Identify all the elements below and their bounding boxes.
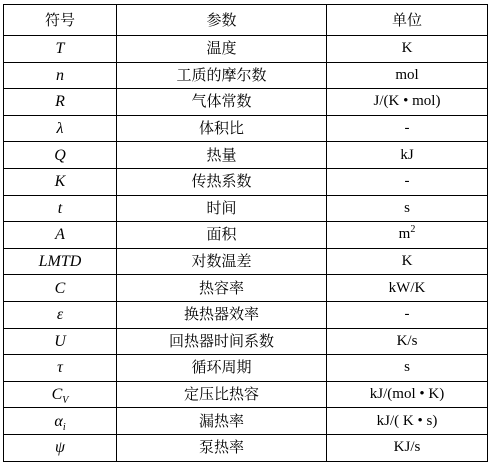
symbol-subscript: i	[62, 421, 66, 433]
table-row	[4, 381, 488, 408]
symbol-cell: ψ	[4, 434, 117, 461]
unit-cell: kJ/( K • s)	[327, 408, 488, 435]
parameter-cell: 对数温差	[117, 248, 327, 275]
parameter-cell: 体积比	[117, 115, 327, 142]
symbol-cell: T	[4, 36, 117, 63]
unit-cell: K	[327, 248, 488, 275]
symbol-cell: τ	[4, 355, 117, 382]
unit-cell: kJ/(mol • K)	[327, 381, 488, 408]
symbol-cell: λ	[4, 115, 117, 142]
header-symbol: 符号	[4, 5, 117, 36]
parameter-cell: 热容率	[117, 275, 327, 302]
table-row	[4, 62, 488, 89]
symbol-cell: K	[4, 168, 117, 195]
symbol-subscript: V	[62, 395, 69, 407]
table-header-row	[4, 5, 488, 36]
symbol-base: C	[51, 386, 63, 404]
table-row	[4, 222, 488, 249]
parameter-cell: 定压比热容	[117, 381, 327, 408]
table-row	[4, 408, 488, 435]
parameter-cell: 传热系数	[117, 168, 327, 195]
symbol-cell	[4, 381, 117, 408]
symbol-cell	[4, 408, 117, 435]
parameter-cell: 气体常数	[117, 89, 327, 116]
table-row	[4, 36, 488, 63]
unit-cell: -	[327, 301, 488, 328]
symbol-cell: n	[4, 62, 117, 89]
table-row	[4, 248, 488, 275]
table-row	[4, 89, 488, 116]
symbol-cell: A	[4, 222, 117, 249]
parameter-cell: 回热器时间系数	[117, 328, 327, 355]
unit-cell	[327, 222, 488, 249]
unit-cell: KJ/s	[327, 434, 488, 461]
table-row	[4, 195, 488, 222]
unit-cell: kW/K	[327, 275, 488, 302]
parameter-cell: 面积	[117, 222, 327, 249]
parameter-cell: 工质的摩尔数	[117, 62, 327, 89]
symbol-base: α	[54, 412, 63, 430]
table-row	[4, 142, 488, 169]
parameter-cell: 热量	[117, 142, 327, 169]
unit-cell: -	[327, 168, 488, 195]
unit-superscript: 2	[410, 224, 416, 236]
unit-cell: kJ	[327, 142, 488, 169]
table-row	[4, 434, 488, 461]
parameter-cell: 换热器效率	[117, 301, 327, 328]
symbol-cell: C	[4, 275, 117, 302]
table-row	[4, 168, 488, 195]
table-row	[4, 275, 488, 302]
unit-cell: K	[327, 36, 488, 63]
table-row	[4, 115, 488, 142]
parameter-cell: 漏热率	[117, 408, 327, 435]
header-unit: 单位	[327, 5, 488, 36]
symbol-table	[3, 4, 488, 462]
unit-cell: mol	[327, 62, 488, 89]
unit-cell: s	[327, 195, 488, 222]
symbol-cell: LMTD	[4, 248, 117, 275]
symbol-cell: ε	[4, 301, 117, 328]
parameter-cell: 温度	[117, 36, 327, 63]
symbol-cell: R	[4, 89, 117, 116]
header-parameter: 参数	[117, 5, 327, 36]
symbol-cell: Q	[4, 142, 117, 169]
parameter-cell: 泵热率	[117, 434, 327, 461]
table-row	[4, 301, 488, 328]
unit-cell: J/(K • mol)	[327, 89, 488, 116]
parameter-cell: 循环周期	[117, 355, 327, 382]
symbol-table-container	[3, 4, 487, 462]
parameter-cell: 时间	[117, 195, 327, 222]
unit-cell: -	[327, 115, 488, 142]
symbol-cell: t	[4, 195, 117, 222]
unit-base: m	[398, 226, 411, 243]
unit-cell: K/s	[327, 328, 488, 355]
unit-cell: s	[327, 355, 488, 382]
table-row	[4, 355, 488, 382]
table-row	[4, 328, 488, 355]
symbol-cell: U	[4, 328, 117, 355]
